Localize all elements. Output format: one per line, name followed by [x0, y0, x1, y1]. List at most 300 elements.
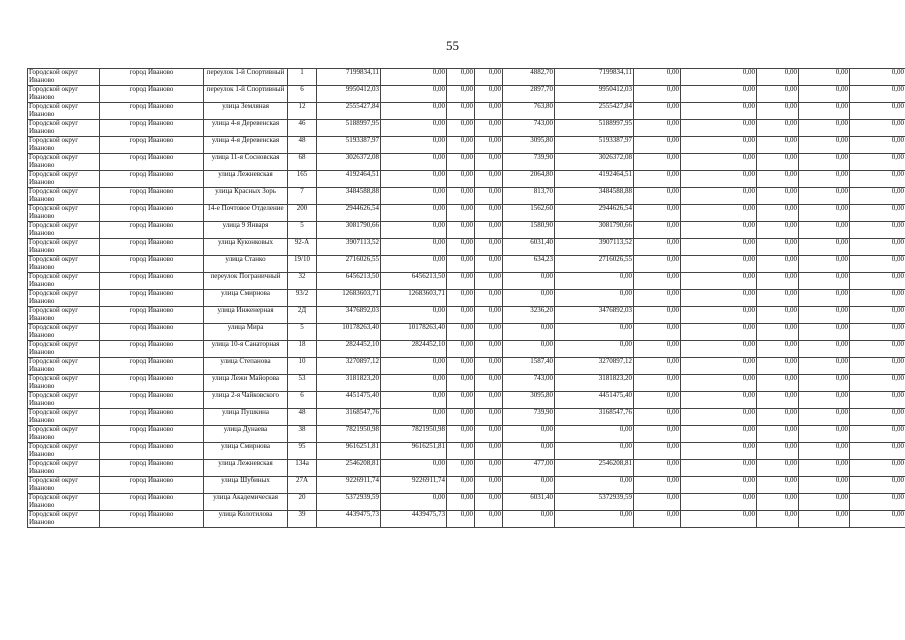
- cell-cost-col-6: 4451475,40: [555, 392, 634, 409]
- cell-area: 0,00: [503, 273, 555, 290]
- cell-cost-col-3: 0,00: [447, 290, 475, 307]
- cell-total-cost: 3081790,66: [317, 222, 381, 239]
- cell-total-cost: 2944626,54: [317, 205, 381, 222]
- cell-cost-col-7: 0,00: [634, 171, 681, 188]
- cell-cost-col-3: 0,00: [447, 307, 475, 324]
- cell-cost-col-8: 0,00: [681, 239, 757, 256]
- cell-cost-col-11: 0,00: [850, 154, 905, 171]
- cell-cost-col-10: 0,00: [799, 120, 850, 137]
- cell-cost-col-8: 0,00: [681, 460, 757, 477]
- cell-cost-col-9: 0,00: [757, 494, 799, 511]
- cell-area: 2897,70: [503, 86, 555, 103]
- cell-cost-col-2: 0,00: [381, 460, 447, 477]
- cell-house-number: 32: [288, 273, 317, 290]
- cell-house-number: 38: [288, 426, 317, 443]
- cell-area: 634,23: [503, 256, 555, 273]
- table-row: [28, 358, 905, 375]
- cell-area: 739,90: [503, 154, 555, 171]
- cell-cost-col-3: 0,00: [447, 137, 475, 154]
- cell-cost-col-6: 3026372,08: [555, 154, 634, 171]
- cell-cost-col-7: 0,00: [634, 443, 681, 460]
- cell-cost-col-2: 0,00: [381, 494, 447, 511]
- cell-cost-col-9: 0,00: [757, 120, 799, 137]
- cell-cost-col-10: 0,00: [799, 137, 850, 154]
- cell-cost-col-4: 0,00: [475, 103, 503, 120]
- cell-settlement: город Иваново: [100, 137, 204, 154]
- cell-total-cost: 3907113,52: [317, 239, 381, 256]
- cell-cost-col-10: 0,00: [799, 341, 850, 358]
- cell-total-cost: 2716026,55: [317, 256, 381, 273]
- cell-cost-col-11: 0,00: [850, 120, 905, 137]
- cell-municipality: Городской округ Иваново: [28, 103, 100, 120]
- cell-cost-col-2: 9616251,81: [381, 443, 447, 460]
- cell-cost-col-9: 0,00: [757, 460, 799, 477]
- cell-cost-col-11: 0,00: [850, 188, 905, 205]
- cell-area: 6031,40: [503, 494, 555, 511]
- cell-total-cost: 7821950,98: [317, 426, 381, 443]
- cell-street: улица 11-я Сосновская: [204, 154, 288, 171]
- cell-settlement: город Иваново: [100, 307, 204, 324]
- table-row: [28, 392, 905, 409]
- cell-cost-col-6: 5193387,97: [555, 137, 634, 154]
- cell-cost-col-10: 0,00: [799, 494, 850, 511]
- cell-house-number: 95: [288, 443, 317, 460]
- cell-cost-col-11: 0,00: [850, 358, 905, 375]
- cell-cost-col-2: 0,00: [381, 137, 447, 154]
- cell-cost-col-7: 0,00: [634, 460, 681, 477]
- cell-cost-col-2: 2824452,10: [381, 341, 447, 358]
- cell-cost-col-11: 0,00: [850, 222, 905, 239]
- cell-cost-col-7: 0,00: [634, 137, 681, 154]
- cell-street: улица Шубиных: [204, 477, 288, 494]
- cell-cost-col-3: 0,00: [447, 494, 475, 511]
- cell-cost-col-8: 0,00: [681, 256, 757, 273]
- cell-cost-col-4: 0,00: [475, 137, 503, 154]
- cell-street: переулок 1-й Спортивный: [204, 86, 288, 103]
- cell-settlement: город Иваново: [100, 443, 204, 460]
- cell-settlement: город Иваново: [100, 222, 204, 239]
- cell-total-cost: 5188997,95: [317, 120, 381, 137]
- cell-cost-col-4: 0,00: [475, 409, 503, 426]
- cell-street: улица Мира: [204, 324, 288, 341]
- cell-cost-col-6: 2555427,84: [555, 103, 634, 120]
- cell-house-number: 5: [288, 324, 317, 341]
- cell-cost-col-9: 0,00: [757, 273, 799, 290]
- table-row: [28, 443, 905, 460]
- table-body: [28, 69, 905, 528]
- cell-cost-col-3: 0,00: [447, 324, 475, 341]
- cell-municipality: Городской округ Иваново: [28, 426, 100, 443]
- cell-cost-col-11: 0,00: [850, 324, 905, 341]
- cell-area: 763,80: [503, 103, 555, 120]
- cell-cost-col-10: 0,00: [799, 511, 850, 528]
- cell-settlement: город Иваново: [100, 69, 204, 86]
- cell-cost-col-10: 0,00: [799, 477, 850, 494]
- cell-area: 1562,60: [503, 205, 555, 222]
- cell-cost-col-8: 0,00: [681, 171, 757, 188]
- cell-house-number: 10: [288, 358, 317, 375]
- cell-cost-col-9: 0,00: [757, 426, 799, 443]
- table-row: [28, 69, 905, 86]
- cell-cost-col-9: 0,00: [757, 256, 799, 273]
- cell-cost-col-4: 0,00: [475, 188, 503, 205]
- cell-area: 3236,20: [503, 307, 555, 324]
- cell-cost-col-2: 12683603,71: [381, 290, 447, 307]
- cell-cost-col-9: 0,00: [757, 375, 799, 392]
- cell-cost-col-4: 0,00: [475, 307, 503, 324]
- cell-cost-col-6: 3270897,12: [555, 358, 634, 375]
- cell-cost-col-7: 0,00: [634, 375, 681, 392]
- cell-house-number: 92-А: [288, 239, 317, 256]
- cell-cost-col-4: 0,00: [475, 154, 503, 171]
- cell-house-number: 1: [288, 69, 317, 86]
- cell-cost-col-4: 0,00: [475, 324, 503, 341]
- cell-total-cost: 3181823,20: [317, 375, 381, 392]
- cell-cost-col-10: 0,00: [799, 443, 850, 460]
- table-row: [28, 137, 905, 154]
- cell-cost-col-6: 0,00: [555, 477, 634, 494]
- table-row: [28, 86, 905, 103]
- cell-municipality: Городской округ Иваново: [28, 358, 100, 375]
- cell-cost-col-7: 0,00: [634, 256, 681, 273]
- cell-cost-col-9: 0,00: [757, 154, 799, 171]
- cell-total-cost: 2546208,81: [317, 460, 381, 477]
- cell-cost-col-3: 0,00: [447, 443, 475, 460]
- cell-cost-col-2: 10178263,40: [381, 324, 447, 341]
- cell-municipality: Городской округ Иваново: [28, 409, 100, 426]
- cell-cost-col-6: 3484588,88: [555, 188, 634, 205]
- cell-cost-col-4: 0,00: [475, 222, 503, 239]
- cell-cost-col-8: 0,00: [681, 273, 757, 290]
- cell-street: улица Степанова: [204, 358, 288, 375]
- cell-cost-col-3: 0,00: [447, 477, 475, 494]
- cell-cost-col-3: 0,00: [447, 273, 475, 290]
- cell-cost-col-2: 6456213,50: [381, 273, 447, 290]
- cell-cost-col-6: 0,00: [555, 273, 634, 290]
- cell-municipality: Городской округ Иваново: [28, 171, 100, 188]
- cell-total-cost: 10178263,40: [317, 324, 381, 341]
- cell-street: улица Красных Зорь: [204, 188, 288, 205]
- cell-cost-col-9: 0,00: [757, 443, 799, 460]
- cell-cost-col-10: 0,00: [799, 256, 850, 273]
- cell-settlement: город Иваново: [100, 86, 204, 103]
- cell-cost-col-4: 0,00: [475, 511, 503, 528]
- cell-cost-col-2: 0,00: [381, 392, 447, 409]
- cell-cost-col-9: 0,00: [757, 205, 799, 222]
- cell-cost-col-4: 0,00: [475, 205, 503, 222]
- cell-total-cost: 4451475,40: [317, 392, 381, 409]
- cell-cost-col-6: 0,00: [555, 511, 634, 528]
- cell-cost-col-7: 0,00: [634, 188, 681, 205]
- cell-cost-col-3: 0,00: [447, 341, 475, 358]
- cell-cost-col-8: 0,00: [681, 69, 757, 86]
- cell-cost-col-7: 0,00: [634, 273, 681, 290]
- cell-area: 0,00: [503, 477, 555, 494]
- cell-municipality: Городской округ Иваново: [28, 120, 100, 137]
- table-row: [28, 460, 905, 477]
- cell-cost-col-3: 0,00: [447, 375, 475, 392]
- table-row: [28, 426, 905, 443]
- cell-cost-col-6: 5372939,59: [555, 494, 634, 511]
- cell-settlement: город Иваново: [100, 324, 204, 341]
- cell-cost-col-8: 0,00: [681, 375, 757, 392]
- cell-cost-col-4: 0,00: [475, 86, 503, 103]
- cell-settlement: город Иваново: [100, 409, 204, 426]
- cell-cost-col-3: 0,00: [447, 154, 475, 171]
- cell-cost-col-11: 0,00: [850, 392, 905, 409]
- cell-house-number: 134а: [288, 460, 317, 477]
- cell-cost-col-2: 0,00: [381, 358, 447, 375]
- cell-cost-col-9: 0,00: [757, 239, 799, 256]
- cell-cost-col-9: 0,00: [757, 392, 799, 409]
- cell-settlement: город Иваново: [100, 273, 204, 290]
- cell-house-number: 53: [288, 375, 317, 392]
- cell-cost-col-6: 3081790,66: [555, 222, 634, 239]
- cell-area: 0,00: [503, 290, 555, 307]
- table-row: [28, 222, 905, 239]
- cell-settlement: город Иваново: [100, 205, 204, 222]
- cell-house-number: 48: [288, 137, 317, 154]
- cell-cost-col-2: 0,00: [381, 188, 447, 205]
- cell-cost-col-8: 0,00: [681, 205, 757, 222]
- cell-cost-col-7: 0,00: [634, 511, 681, 528]
- cell-cost-col-7: 0,00: [634, 477, 681, 494]
- cell-street: улица 10-я Санаторная: [204, 341, 288, 358]
- cell-cost-col-10: 0,00: [799, 188, 850, 205]
- cell-cost-col-9: 0,00: [757, 341, 799, 358]
- cell-total-cost: 4439475,73: [317, 511, 381, 528]
- table-row: [28, 103, 905, 120]
- cell-street: улица Колотилова: [204, 511, 288, 528]
- cell-municipality: Городской округ Иваново: [28, 494, 100, 511]
- cell-cost-col-6: 2944626,54: [555, 205, 634, 222]
- cell-cost-col-8: 0,00: [681, 511, 757, 528]
- cell-municipality: Городской округ Иваново: [28, 239, 100, 256]
- cell-cost-col-10: 0,00: [799, 375, 850, 392]
- cell-cost-col-11: 0,00: [850, 426, 905, 443]
- cell-cost-col-10: 0,00: [799, 103, 850, 120]
- table-row: [28, 409, 905, 426]
- cell-settlement: город Иваново: [100, 239, 204, 256]
- cell-cost-col-11: 0,00: [850, 375, 905, 392]
- cell-house-number: 6: [288, 392, 317, 409]
- cell-cost-col-2: 0,00: [381, 375, 447, 392]
- cell-cost-col-2: 0,00: [381, 103, 447, 120]
- cell-total-cost: 7199834,11: [317, 69, 381, 86]
- cell-cost-col-2: 0,00: [381, 154, 447, 171]
- table-row: [28, 324, 905, 341]
- cell-cost-col-3: 0,00: [447, 205, 475, 222]
- cell-municipality: Городской округ Иваново: [28, 341, 100, 358]
- table-row: [28, 171, 905, 188]
- cell-cost-col-9: 0,00: [757, 86, 799, 103]
- cell-cost-col-6: 5188997,95: [555, 120, 634, 137]
- cell-settlement: город Иваново: [100, 171, 204, 188]
- table-row: [28, 307, 905, 324]
- cell-cost-col-11: 0,00: [850, 511, 905, 528]
- cell-house-number: 5: [288, 222, 317, 239]
- cell-municipality: Городской округ Иваново: [28, 477, 100, 494]
- cell-house-number: 93/2: [288, 290, 317, 307]
- cell-cost-col-8: 0,00: [681, 154, 757, 171]
- cell-street: улица Земляная: [204, 103, 288, 120]
- cell-street: улица 4-я Деревенская: [204, 137, 288, 154]
- cell-cost-col-10: 0,00: [799, 324, 850, 341]
- cell-cost-col-6: 3168547,76: [555, 409, 634, 426]
- cell-cost-col-10: 0,00: [799, 273, 850, 290]
- cell-house-number: 68: [288, 154, 317, 171]
- cell-cost-col-3: 0,00: [447, 239, 475, 256]
- cell-house-number: 46: [288, 120, 317, 137]
- cell-municipality: Городской округ Иваново: [28, 188, 100, 205]
- cell-cost-col-8: 0,00: [681, 341, 757, 358]
- cell-total-cost: 5372939,59: [317, 494, 381, 511]
- cell-cost-col-8: 0,00: [681, 426, 757, 443]
- cell-cost-col-10: 0,00: [799, 392, 850, 409]
- cell-cost-col-9: 0,00: [757, 188, 799, 205]
- cell-cost-col-6: 0,00: [555, 324, 634, 341]
- cell-cost-col-2: 9226911,74: [381, 477, 447, 494]
- cell-house-number: 6: [288, 86, 317, 103]
- cell-area: 6031,40: [503, 239, 555, 256]
- cell-cost-col-9: 0,00: [757, 358, 799, 375]
- cell-street: переулок Пограничный: [204, 273, 288, 290]
- cell-cost-col-7: 0,00: [634, 494, 681, 511]
- cell-cost-col-7: 0,00: [634, 120, 681, 137]
- cell-cost-col-11: 0,00: [850, 256, 905, 273]
- cell-cost-col-3: 0,00: [447, 103, 475, 120]
- cell-cost-col-3: 0,00: [447, 392, 475, 409]
- cell-house-number: 39: [288, 511, 317, 528]
- cell-house-number: 2Д: [288, 307, 317, 324]
- cell-cost-col-4: 0,00: [475, 443, 503, 460]
- cell-cost-col-8: 0,00: [681, 358, 757, 375]
- cell-cost-col-10: 0,00: [799, 222, 850, 239]
- cell-total-cost: 3168547,76: [317, 409, 381, 426]
- cell-house-number: 7: [288, 188, 317, 205]
- cell-cost-col-9: 0,00: [757, 409, 799, 426]
- cell-street: переулок 1-й Спортивный: [204, 69, 288, 86]
- cell-area: 0,00: [503, 443, 555, 460]
- cell-municipality: Городской округ Иваново: [28, 273, 100, 290]
- cell-settlement: город Иваново: [100, 256, 204, 273]
- cell-cost-col-3: 0,00: [447, 358, 475, 375]
- cell-cost-col-7: 0,00: [634, 324, 681, 341]
- cell-settlement: город Иваново: [100, 426, 204, 443]
- cell-cost-col-9: 0,00: [757, 290, 799, 307]
- cell-cost-col-2: 0,00: [381, 239, 447, 256]
- cell-cost-col-4: 0,00: [475, 273, 503, 290]
- cell-street: улица Смирнова: [204, 290, 288, 307]
- cell-cost-col-11: 0,00: [850, 460, 905, 477]
- cell-cost-col-7: 0,00: [634, 222, 681, 239]
- cell-total-cost: 5193387,97: [317, 137, 381, 154]
- cell-cost-col-8: 0,00: [681, 188, 757, 205]
- cell-cost-col-8: 0,00: [681, 290, 757, 307]
- cell-cost-col-11: 0,00: [850, 273, 905, 290]
- cell-settlement: город Иваново: [100, 477, 204, 494]
- cell-cost-col-8: 0,00: [681, 86, 757, 103]
- cell-house-number: 48: [288, 409, 317, 426]
- cell-cost-col-4: 0,00: [475, 239, 503, 256]
- cell-cost-col-11: 0,00: [850, 137, 905, 154]
- cell-area: 0,00: [503, 426, 555, 443]
- cell-street: 14-е Почтовое Отделение: [204, 205, 288, 222]
- cell-area: 4882,70: [503, 69, 555, 86]
- cell-total-cost: 6456213,50: [317, 273, 381, 290]
- cell-cost-col-6: 0,00: [555, 341, 634, 358]
- cell-cost-col-11: 0,00: [850, 409, 905, 426]
- cell-street: улица Станко: [204, 256, 288, 273]
- cell-cost-col-3: 0,00: [447, 120, 475, 137]
- table-row: [28, 256, 905, 273]
- cell-cost-col-8: 0,00: [681, 494, 757, 511]
- cell-settlement: город Иваново: [100, 154, 204, 171]
- table-row: [28, 154, 905, 171]
- cell-cost-col-2: 0,00: [381, 86, 447, 103]
- cell-total-cost: 3476892,03: [317, 307, 381, 324]
- cell-cost-col-2: 0,00: [381, 222, 447, 239]
- cell-cost-col-7: 0,00: [634, 392, 681, 409]
- cell-cost-col-4: 0,00: [475, 426, 503, 443]
- cell-cost-col-3: 0,00: [447, 86, 475, 103]
- cell-settlement: город Иваново: [100, 375, 204, 392]
- page-number: 55: [446, 38, 459, 53]
- cell-municipality: Городской округ Иваново: [28, 392, 100, 409]
- cell-street: улица 2-я Чайковского: [204, 392, 288, 409]
- cell-cost-col-9: 0,00: [757, 222, 799, 239]
- cell-total-cost: 4192464,51: [317, 171, 381, 188]
- cell-cost-col-7: 0,00: [634, 154, 681, 171]
- cell-street: улица 4-я Деревенская: [204, 120, 288, 137]
- cell-cost-col-8: 0,00: [681, 443, 757, 460]
- cell-house-number: 12: [288, 103, 317, 120]
- cell-cost-col-10: 0,00: [799, 409, 850, 426]
- cell-cost-col-10: 0,00: [799, 154, 850, 171]
- cell-cost-col-4: 0,00: [475, 358, 503, 375]
- cell-municipality: Городской округ Иваново: [28, 137, 100, 154]
- cell-settlement: город Иваново: [100, 290, 204, 307]
- cell-cost-col-10: 0,00: [799, 307, 850, 324]
- cell-cost-col-8: 0,00: [681, 409, 757, 426]
- cell-cost-col-7: 0,00: [634, 69, 681, 86]
- cell-settlement: город Иваново: [100, 460, 204, 477]
- cell-cost-col-2: 0,00: [381, 69, 447, 86]
- cell-cost-col-11: 0,00: [850, 86, 905, 103]
- table-row: [28, 511, 905, 528]
- cell-cost-col-10: 0,00: [799, 239, 850, 256]
- cell-cost-col-2: 0,00: [381, 171, 447, 188]
- cell-cost-col-11: 0,00: [850, 171, 905, 188]
- cell-cost-col-7: 0,00: [634, 103, 681, 120]
- cell-cost-col-9: 0,00: [757, 69, 799, 86]
- cell-cost-col-3: 0,00: [447, 188, 475, 205]
- cell-street: улица Академическая: [204, 494, 288, 511]
- cell-house-number: 20: [288, 494, 317, 511]
- cell-cost-col-4: 0,00: [475, 477, 503, 494]
- cell-cost-col-11: 0,00: [850, 307, 905, 324]
- cell-cost-col-6: 0,00: [555, 290, 634, 307]
- cell-cost-col-10: 0,00: [799, 171, 850, 188]
- cell-cost-col-6: 2546208,81: [555, 460, 634, 477]
- cell-cost-col-3: 0,00: [447, 460, 475, 477]
- cell-cost-col-2: 4439475,73: [381, 511, 447, 528]
- cell-cost-col-7: 0,00: [634, 341, 681, 358]
- table-row: [28, 477, 905, 494]
- cell-cost-col-7: 0,00: [634, 205, 681, 222]
- cell-cost-col-7: 0,00: [634, 239, 681, 256]
- cell-cost-col-8: 0,00: [681, 392, 757, 409]
